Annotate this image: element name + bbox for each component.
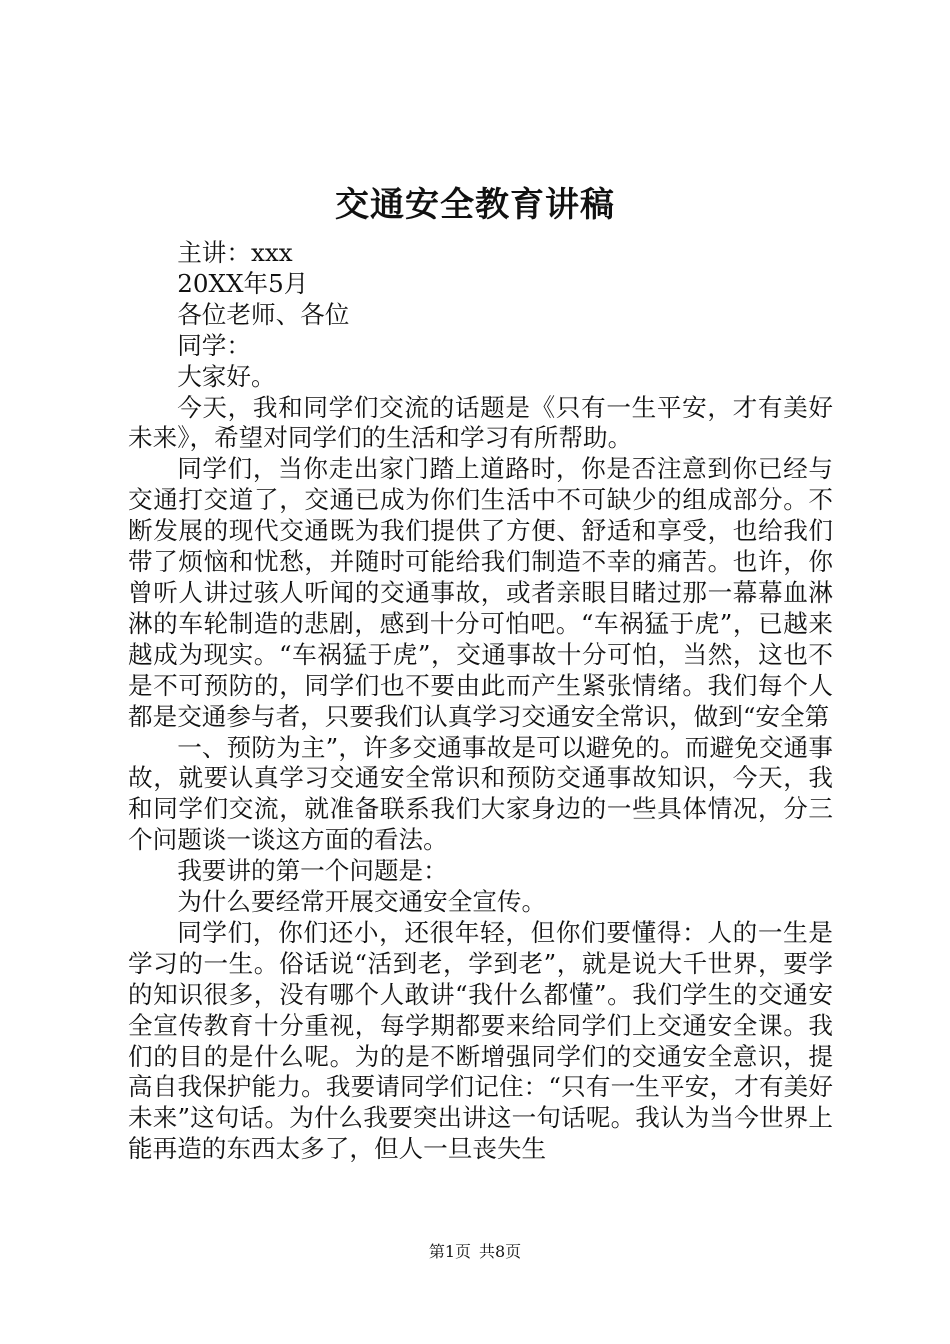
paragraph: 同学们，当你走出家门踏上道路时，你是否注意到你已经与交通打交道了，交通已成为你们生活中不可缺少的组成部分。不断发展的现代交通既为我们提供了方便、舒适和享受，也给我们带了烦恼和忧愁，并随时可能给我们制造不幸的痛苦。也许，你曾听人讲过骇人听闻的交通事故，或者亲眼目睹过那一幕幕血淋淋的车轮制造的悲剧，感到十分可怕吧。“车祸猛于虎”，已越来越成为现实。“车祸猛于虎”，交通事故十分可怕，当然，这也不是不可预防的，同学们也不要由此而产生紧张情绪。我们每个人都是交通参与者，只要我们认真学习交通安全常识，做到“安全第 (128, 454, 833, 731)
salutation-line-2: 同学： (177, 330, 251, 360)
page-footer (0, 1240, 950, 1264)
section-heading: 为什么要经常开展交通安全宣传。 (177, 887, 547, 917)
paragraph: 今天，我和同学们交流的话题是《只有一生平安，才有美好未来》，希望对同学们的生活和学习有所帮助。 (128, 392, 833, 453)
paragraph: 一、预防为主”，许多交通事故是可以避免的。而避免交通事故，就要认真学习交通安全常识和预防交通事故知识，今天，我和同学们交流，就准备联系我们大家身边的一些具体情况，分三个问题谈一谈这方面的看法。 (128, 732, 833, 855)
date-line: 20XX年5月 (177, 268, 309, 298)
page-number: 第1页 (428, 1242, 471, 1261)
greeting-line: 大家好。 (177, 361, 276, 391)
speaker-line: 主讲：xxx (177, 238, 293, 267)
page-total: 共8页 (479, 1242, 522, 1261)
salutation-line-1: 各位老师、各位 (177, 299, 350, 329)
paragraph: 同学们，你们还小，还很年轻，但你们要懂得：人的一生是学习的一生。俗话说“活到老，学到老”，就是说大千世界，要学的知识很多，没有哪个人敢讲“我什么都懂”。我们学生的交通安全宣传教育十分重视，每学期都要来给同学们上交通安全课。我们的目的是什么呢。为的是不断增强同学们的交通安全意识，提高自我保护能力。我要请同学们记住：“只有一生平安，才有美好未来”这句话。为什么我要突出讲这一句话呢。我认为当今世界上能再造的东西太多了，但人一旦丧失生 (128, 917, 833, 1164)
section-intro: 我要讲的第一个问题是： (177, 856, 448, 886)
document-body (128, 238, 833, 1165)
document-title: 交通安全教育讲稿 (335, 185, 615, 225)
